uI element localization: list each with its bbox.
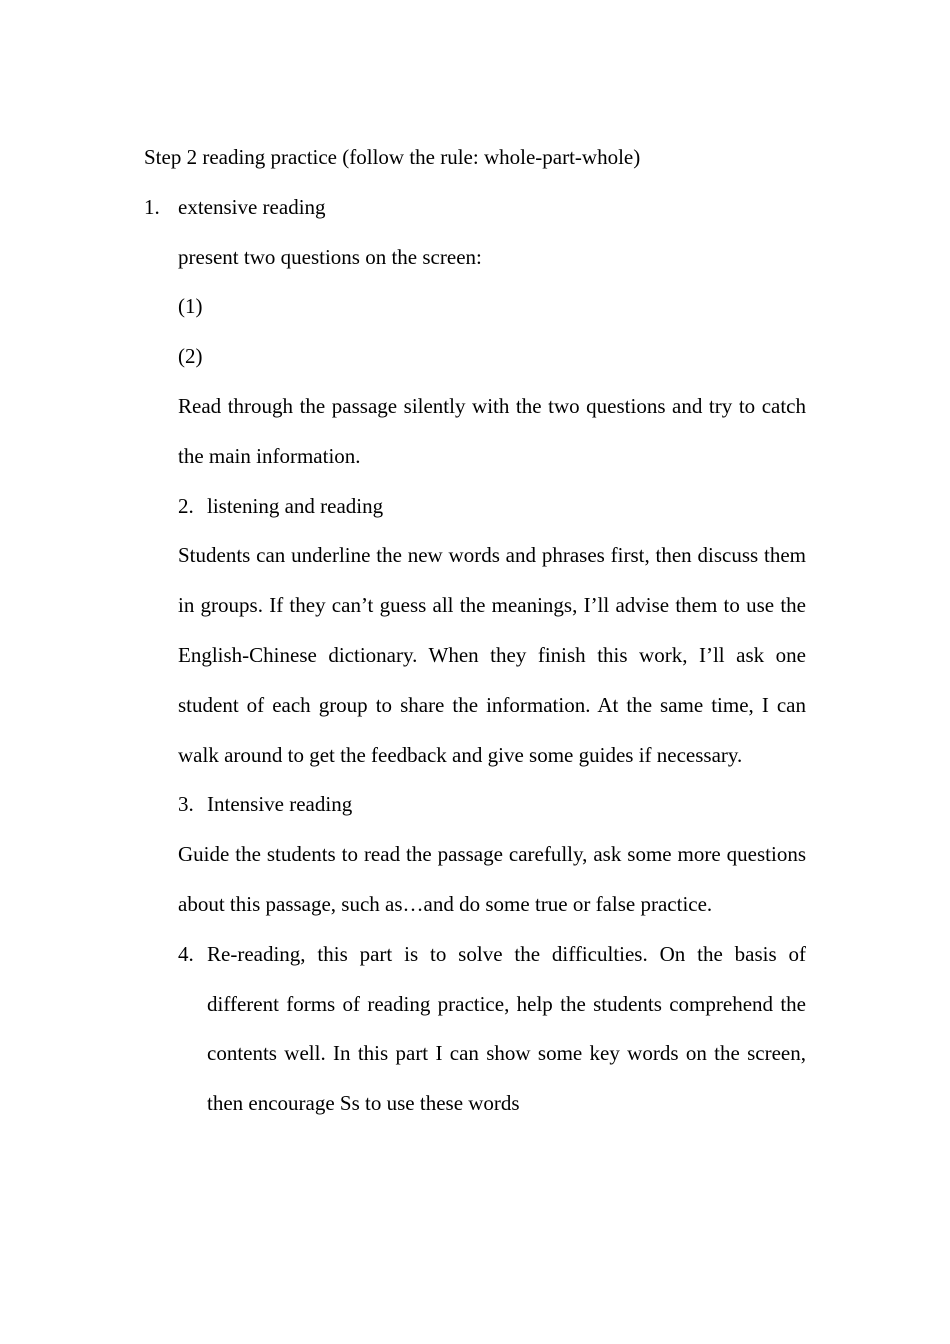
item-1-heading [144,183,806,233]
item-1-title: extensive reading [178,194,326,219]
item-4 [144,930,806,1129]
step-heading: Step 2 reading practice (follow the rule: whole-part-whole) [144,145,641,169]
item-1-intro: present two questions on the screen: [178,244,482,269]
item-1-number: 1. [144,194,160,219]
item-1-question-1: (1) [178,294,203,319]
item-1-question-2: (2) [178,344,203,369]
item-4-body: Re-reading, this part is to solve the difficulties. On the basis of different forms of reading practice, help the students comprehend the contents well. In this part I can show some key words on the screen, then encourage Ss to use these words [207,941,806,1116]
item-1-body: Read through the passage silently with the two questions and try to catch the main information. [178,393,806,468]
item-3-title: Intensive reading [207,792,353,817]
item-2-title: listening and reading [207,493,384,518]
item-4-number: 4. [178,941,194,966]
item-3-heading [144,780,806,830]
item-2-body: Students can underline the new words and phrases first, then discuss them in groups. If they can’t guess all the meanings, I’ll advise them to use the English-Chinese dictionary. When they finish this work, I’ll ask one student of each group to share the information. At the same time, I can walk around to get the feedback and give some guides if necessary. [178,543,806,767]
item-3-body: Guide the students to read the passage carefully, ask some more questions about this passage, such as…and do some true or false practice. [178,842,806,916]
item-2-heading [144,482,806,532]
item-3-number: 3. [178,792,194,817]
item-2-number: 2. [178,493,194,518]
